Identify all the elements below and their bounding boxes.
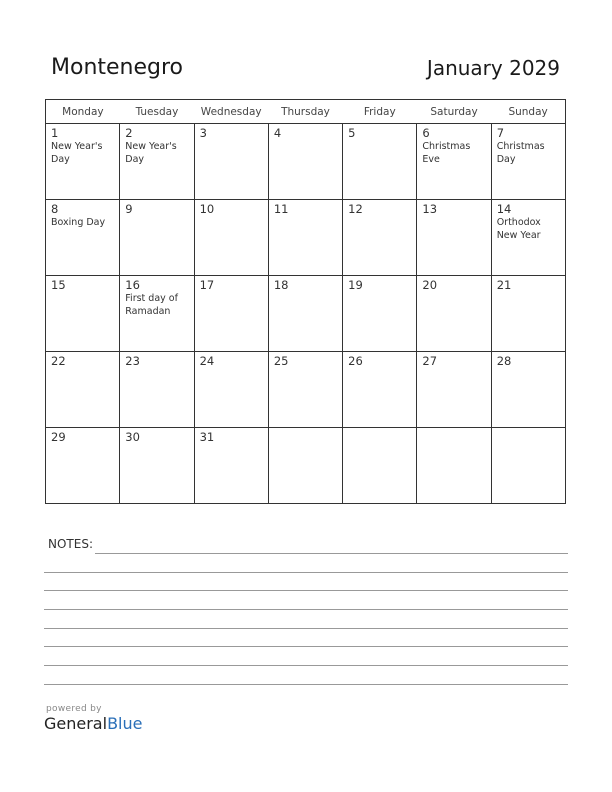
day-number: 20: [422, 278, 438, 292]
day-number: 18: [273, 278, 289, 292]
holiday-label: Orthodox New Year: [496, 217, 541, 241]
notes-line: [44, 628, 568, 629]
day-cell: [268, 276, 342, 352]
day-number: 10: [199, 202, 215, 216]
country-title: Montenegro: [51, 55, 184, 80]
day-number: 11: [273, 202, 289, 216]
day-cell: [491, 276, 565, 352]
month-title: January 2029: [426, 56, 560, 80]
holiday-label: Christmas Eve: [422, 141, 471, 165]
week-row: [46, 352, 566, 428]
weekday-header: Monday: [46, 100, 120, 124]
notes-line: [44, 572, 568, 573]
day-number: 27: [422, 354, 438, 368]
day-cell: [491, 124, 565, 200]
day-cell: [194, 200, 268, 276]
day-cell: [194, 124, 268, 200]
holiday-label: Boxing Day: [51, 217, 106, 228]
weekday-header: Tuesday: [120, 100, 194, 124]
day-cell: [417, 200, 491, 276]
day-cell: [268, 200, 342, 276]
day-cell: [268, 352, 342, 428]
day-cell: [120, 124, 194, 200]
day-number: 4: [273, 126, 282, 140]
brand-blue: Blue: [107, 714, 143, 733]
day-number: 22: [51, 354, 66, 368]
day-number: 8: [51, 202, 59, 216]
day-cell: [343, 200, 417, 276]
day-number: 29: [51, 430, 66, 444]
day-number: 12: [348, 202, 363, 216]
day-cell: [46, 124, 120, 200]
day-number: 3: [199, 126, 207, 140]
day-cell: [268, 124, 342, 200]
notes-line: [44, 646, 568, 647]
week-row: [46, 428, 566, 504]
day-number: 17: [199, 278, 215, 292]
day-number: 19: [348, 278, 363, 292]
day-cell: [46, 276, 120, 352]
day-number: 23: [125, 354, 140, 368]
weekday-header: Saturday: [417, 100, 491, 124]
day-cell: [120, 428, 194, 504]
day-number: 26: [348, 354, 363, 368]
weekday-header: Sunday: [491, 100, 565, 124]
day-cell: [194, 276, 268, 352]
day-number: 7: [496, 126, 505, 140]
day-number: 9: [125, 202, 133, 216]
day-cell: [46, 428, 120, 504]
day-number: 13: [422, 202, 438, 216]
day-number: 15: [51, 278, 66, 292]
day-cell: [46, 352, 120, 428]
brand-logo: [44, 704, 142, 733]
day-cell: [491, 428, 565, 504]
day-number: 24: [199, 354, 215, 368]
day-cell: [194, 352, 268, 428]
calendar-grid: [45, 99, 566, 504]
holiday-label: Christmas Day: [496, 141, 545, 165]
week-row: [46, 200, 566, 276]
weekday-header: Wednesday: [194, 100, 268, 124]
notes-line: [44, 609, 568, 610]
day-cell: [417, 124, 491, 200]
day-cell: [417, 276, 491, 352]
day-number: 1: [51, 126, 59, 140]
notes-line: [44, 590, 568, 591]
day-number: 28: [496, 354, 512, 368]
day-number: 5: [348, 126, 356, 140]
day-number: 25: [273, 354, 289, 368]
day-cell: [343, 352, 417, 428]
day-cell: [343, 124, 417, 200]
day-cell: [417, 428, 491, 504]
day-number: 16: [125, 278, 140, 292]
day-cell: [120, 352, 194, 428]
weekday-header: Thursday: [268, 100, 342, 124]
weekday-header: Friday: [343, 100, 417, 124]
day-number: 2: [125, 126, 133, 140]
day-number: 30: [125, 430, 140, 444]
notes-line: [95, 553, 568, 554]
day-cell: [491, 352, 565, 428]
weekday-header-row: [46, 100, 566, 124]
day-cell: [268, 428, 342, 504]
day-cell: [417, 352, 491, 428]
day-number: 6: [422, 126, 430, 140]
day-cell: [343, 428, 417, 504]
notes-line: [44, 684, 568, 685]
day-number: 31: [199, 430, 215, 444]
day-number: 14: [496, 202, 512, 216]
notes-label: NOTES:: [48, 537, 93, 551]
day-cell: [343, 276, 417, 352]
brand-general: General: [44, 714, 108, 733]
holiday-label: New Year's Day: [125, 141, 177, 165]
holiday-label: First day of Ramadan: [125, 293, 178, 317]
brand-name: [44, 714, 142, 733]
notes-line: [44, 665, 568, 666]
day-cell: [491, 200, 565, 276]
powered-by-text: powered by: [46, 704, 102, 714]
holiday-label: New Year's Day: [51, 141, 103, 165]
day-number: 21: [496, 278, 512, 292]
day-cell: [46, 200, 120, 276]
day-cell: [120, 200, 194, 276]
week-row: [46, 276, 566, 352]
day-cell: [120, 276, 194, 352]
week-row: [46, 124, 566, 200]
day-cell: [194, 428, 268, 504]
